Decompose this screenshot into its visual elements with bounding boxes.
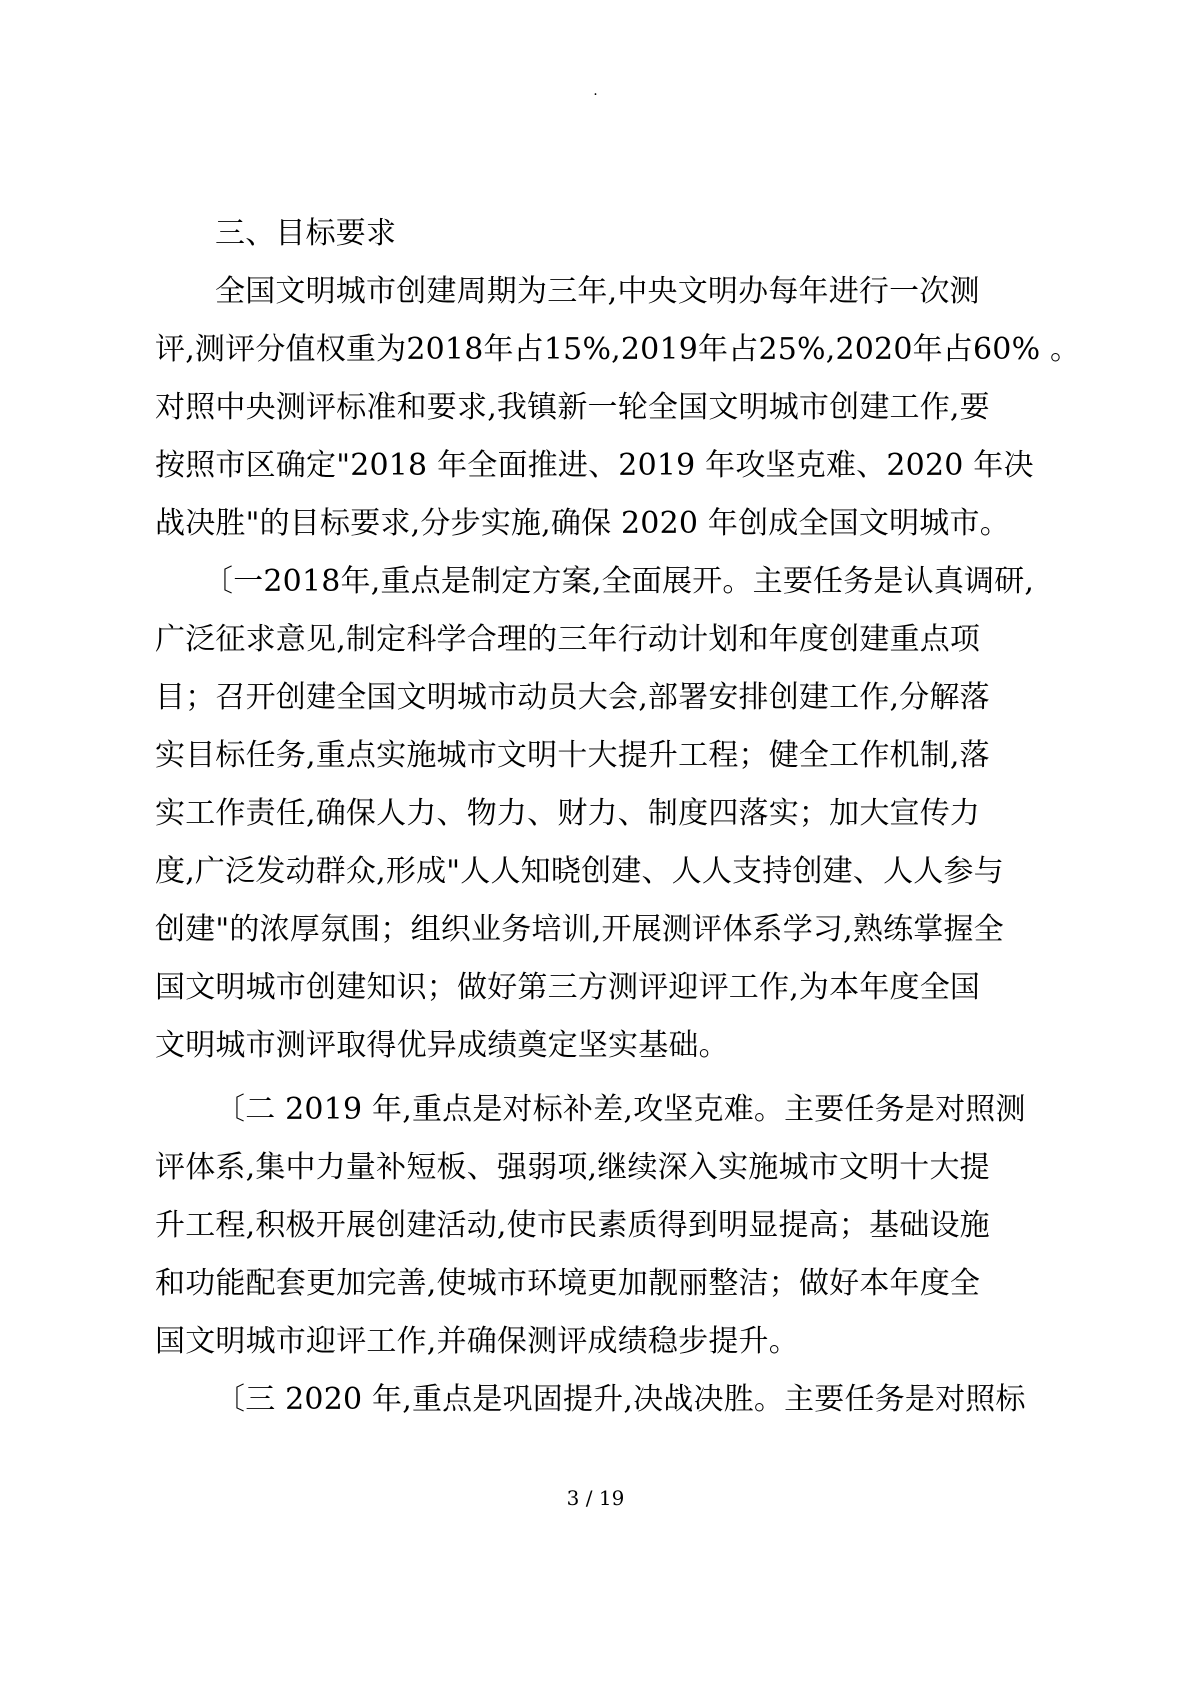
text-line: 国文明城市创建知识；做好第三方测评迎评工作,为本年度全国	[155, 970, 981, 1005]
text-line: 对照中央测评标准和要求,我镇新一轮全国文明城市创建工作,要	[155, 390, 990, 425]
text-line: 升工程,积极开展创建活动,使市民素质得到明显提高；基础设施	[155, 1208, 990, 1243]
text-line: 战决胜"的目标要求,分步实施,确保 2020 年创成全国文明城市。	[155, 506, 1010, 541]
text-line: 评体系,集中力量补短板、强弱项,继续深入实施城市文明十大提	[155, 1150, 990, 1185]
section-heading: 三、目标要求	[215, 216, 397, 251]
text-line: 实工作责任,确保人力、物力、财力、制度四落实；加大宣传力	[155, 796, 981, 831]
paragraph-2	[155, 553, 1035, 1075]
text-line: 评,测评分值权重为2018年占15%,2019年占25%,2020年占60% 。	[155, 332, 1081, 367]
paragraph-1	[155, 263, 1081, 553]
text-line: 按照市区确定"2018 年全面推进、2019 年攻坚克难、2020 年决	[155, 448, 1034, 483]
text-line: 目；召开创建全国文明城市动员大会,部署安排创建工作,分解落	[155, 680, 990, 715]
text-line: 实目标任务,重点实施城市文明十大提升工程；健全工作机制,落	[155, 738, 990, 773]
text-line: 度,广泛发动群众,形成"人人知晓创建、人人支持创建、人人参与	[155, 854, 1004, 889]
text-line: 创建"的浓厚氛围；组织业务培训,开展测评体系学习,熟练掌握全	[155, 912, 1004, 947]
text-line: 和功能配套更加完善,使城市环境更加靓丽整洁；做好本年度全	[155, 1266, 981, 1301]
header-mark: .	[593, 83, 598, 99]
text-line: 〔二 2019 年,重点是对标补差,攻坚克难。主要任务是对照测	[215, 1092, 1026, 1127]
text-line: 〔三 2020 年,重点是巩固提升,决战决胜。主要任务是对照标	[215, 1382, 1026, 1417]
text-line: 〔一2018年,重点是制定方案,全面展开。主要任务是认真调研,	[203, 564, 1035, 599]
text-line: 文明城市测评取得优异成绩奠定坚实基础。	[155, 1028, 729, 1063]
page-number: 3 / 19	[566, 1486, 625, 1510]
text-line: 国文明城市迎评工作,并确保测评成绩稳步提升。	[155, 1324, 799, 1359]
text-line: 全国文明城市创建周期为三年,中央文明办每年进行一次测	[215, 274, 980, 309]
document-body	[155, 205, 1081, 1429]
paragraph-3	[155, 1081, 1035, 1371]
paragraph-4	[155, 1371, 1035, 1429]
text-line: 广泛征求意见,制定科学合理的三年行动计划和年度创建重点项	[155, 622, 981, 657]
